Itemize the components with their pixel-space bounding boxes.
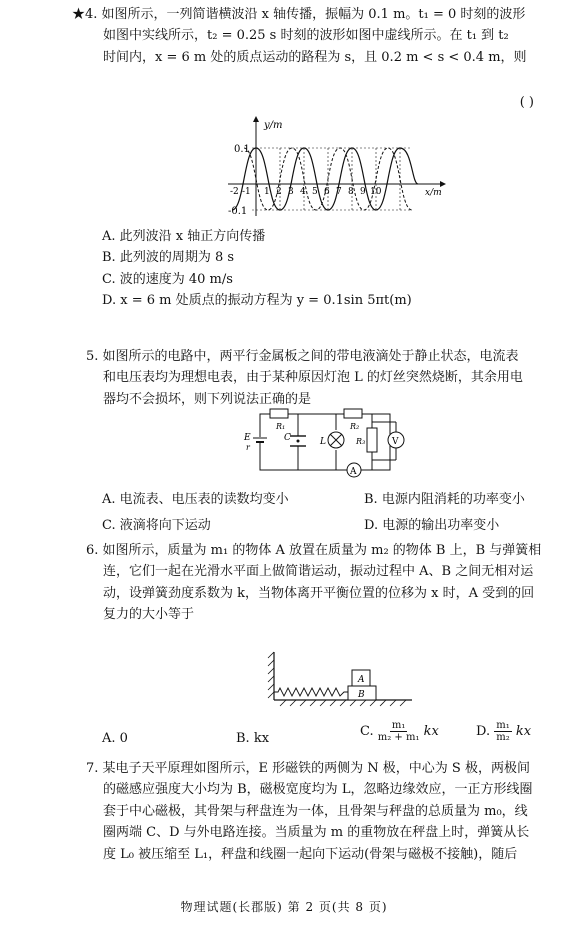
question-5-line-1: 5. 如图所示的电路中，两平行金属板之间的带电液滴处于静止状态，电流表: [86, 349, 519, 364]
block-a-label: A: [358, 675, 365, 685]
q6-option-a[interactable]: A. 0: [102, 731, 128, 746]
question-4-options: [102, 226, 542, 312]
option-c[interactable]: C. 波的速度为 40 m/s: [102, 271, 233, 287]
option-a[interactable]: A. 此列波沿 x 轴正方向传播: [102, 229, 266, 244]
question-4-line-1: ★4. 如图所示，一列简谐横波沿 x 轴传播，振幅为 0.1 m。t₁ = 0 时刻的波形: [72, 7, 526, 22]
question-7-line-1: 7. 某电子天平原理如图所示，E 形磁铁的两侧为 N 极，中心为 S 极，两极间: [86, 761, 530, 776]
question-7-line-3: 套于中心磁极，其骨架与秤盘连为一体，且骨架与秤盘的总质量为 m₀，线: [103, 803, 528, 819]
tick-label: -2: [230, 187, 239, 197]
resistor-r1-label: R₁: [276, 422, 286, 431]
question-5-line-2: 和电压表均为理想电表，由于某种原因灯泡 L 的灯丝突然烧断，其余用电: [103, 370, 523, 386]
q5-option-a[interactable]: A. 电流表、电压表的读数均变小: [102, 492, 289, 507]
question-7-line-5: 度 L₀ 被压缩至 L₁，秤盘和线圈一起向下运动(骨架与磁极不接触)，随后: [103, 846, 518, 862]
tick-label: 8: [348, 187, 354, 197]
q5-option-d[interactable]: D. 电源的输出功率变小: [364, 518, 500, 533]
amplitude-top-label: 0.1: [234, 144, 250, 155]
resistor-r3-label: R₃: [356, 437, 366, 446]
question-7-line-4: 圈两端 C、D 与外电路连接。当质量为 m 的重物放在秤盘上时，弹簧从长: [103, 825, 530, 841]
x-axis-label: x/m: [425, 188, 442, 198]
option-b[interactable]: B. 此列波的周期为 8 s: [102, 250, 235, 266]
q5-option-c[interactable]: C. 液滴将向下运动: [102, 518, 211, 533]
question-5: [86, 346, 542, 410]
battery-e-label: E: [244, 433, 251, 443]
q6-option-d-numerator: m₁: [496, 720, 510, 731]
question-6-line-4: 复力的大小等于: [103, 607, 195, 623]
question-7-line-2: 的磁感应强度大小均为 B，磁极宽度均为 L，忽略边缘效应，一正方形线圈: [103, 782, 533, 798]
question-6: [86, 540, 542, 626]
block-b-label: B: [358, 690, 365, 700]
option-d[interactable]: D. x = 6 m 处质点的振动方程为 y = 0.1sin 5πt(m): [102, 293, 412, 309]
solid-waveform-t1: [232, 148, 418, 210]
answer-bracket: ( ): [519, 95, 534, 110]
q6-option-c-denominator: m₂ + m₁: [377, 732, 420, 743]
spring-block-diagram: [266, 648, 416, 708]
tick-label: 2: [276, 187, 282, 197]
tick-label: 1: [264, 187, 270, 197]
tick-label: 6: [324, 187, 330, 197]
tick-label: 7: [336, 187, 342, 197]
question-4-line-3: 时间内，x = 6 m 处的质点运动的路程为 s，且 0.2 m < s < 0.4 m，则: [103, 49, 527, 65]
tick-label: -1: [242, 187, 251, 197]
y-axis-arrow-icon: [253, 116, 259, 122]
resistor-r2-label: R₂: [350, 422, 360, 431]
battery-r-label: r: [246, 443, 250, 452]
resistor-r1: [270, 409, 288, 418]
capacitor-label: C: [284, 433, 291, 443]
x-axis-arrow-icon: [440, 181, 446, 187]
lamp-label: L: [320, 437, 326, 447]
page-footer: 物理试题(长郡版) 第 2 页(共 8 页): [180, 900, 388, 914]
question-4: [72, 4, 542, 68]
tick-label: 5: [312, 187, 318, 197]
resistor-r3: [367, 428, 377, 452]
wave-graph: [222, 114, 448, 220]
q5-option-b[interactable]: B. 电源内阻消耗的功率变小: [364, 492, 525, 507]
question-6-line-3: 动，设弹簧劲度系数为 k，当物体离开平衡位置的位移为 x 时，A 受到的回: [103, 585, 535, 601]
droplet-icon: [297, 440, 300, 443]
question-4-line-2: 如图中实线所示，t₂ = 0.25 s 时刻的波形如图中虚线所示。在 t₁ 到 t₂: [103, 28, 509, 44]
q6-option-d-fraction: [494, 720, 512, 743]
spring-icon: [274, 688, 348, 696]
q6-option-c-suffix: kx: [423, 724, 439, 739]
q6-option-d-denominator: m₂: [496, 732, 510, 743]
q6-option-c-fraction: [378, 720, 420, 743]
q6-option-c-numerator: m₁: [391, 720, 406, 731]
q6-option-d-prefix: D.: [476, 724, 491, 739]
y-axis-label: y/m: [264, 120, 283, 131]
q6-option-c-prefix: C.: [360, 724, 374, 739]
voltmeter-label: V: [392, 437, 399, 447]
question-7: [86, 758, 542, 865]
q6-option-d[interactable]: [476, 720, 531, 743]
q6-option-d-suffix: kx: [515, 724, 532, 739]
tick-label: 10: [370, 187, 382, 197]
question-6-line-1: 6. 如图所示，质量为 m₁ 的物体 A 放置在质量为 m₂ 的物体 B 上，B 与弹簧相: [86, 543, 542, 558]
tick-label: 3: [288, 187, 294, 197]
question-6-line-2: 连，它们一起在光滑水平面上做简谐运动，振动过程中 A、B 之间无相对运: [103, 564, 534, 580]
tick-label: 9: [360, 187, 366, 197]
amplitude-bottom-label: -0.1: [228, 206, 248, 217]
question-5-line-3: 器均不会损坏，则下列说法正确的是: [103, 391, 312, 407]
resistor-r2: [344, 409, 362, 418]
q6-option-c[interactable]: [360, 720, 439, 743]
q6-option-b[interactable]: B. kx: [236, 731, 270, 746]
ammeter-label: A: [350, 467, 357, 477]
circuit-diagram: [240, 404, 410, 482]
tick-label: 4: [300, 187, 306, 197]
